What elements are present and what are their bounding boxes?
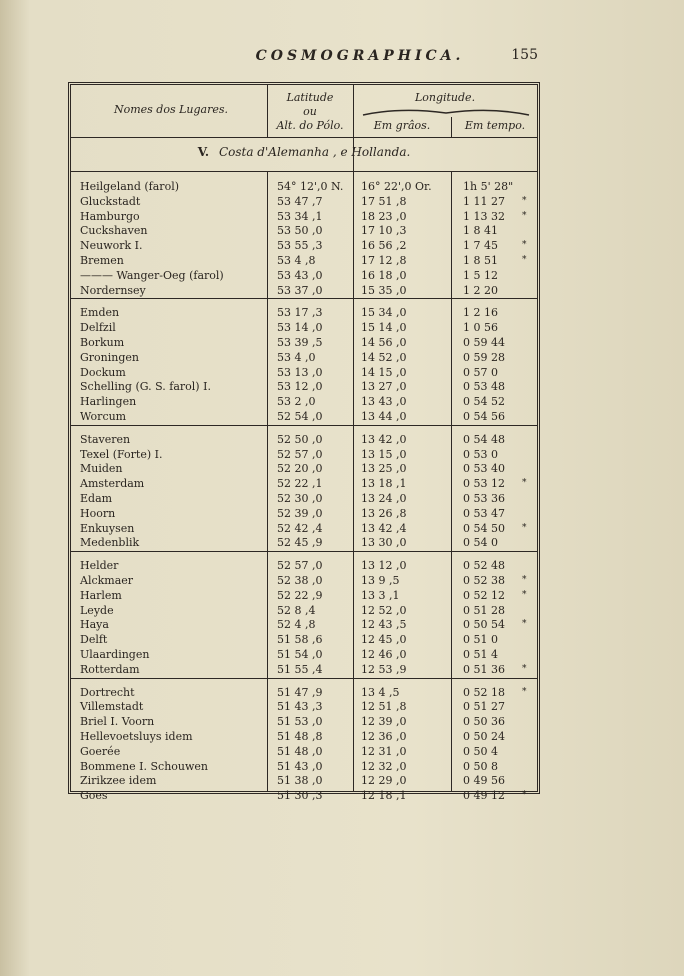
latitude-cell: 52 30 ,0 bbox=[277, 492, 323, 505]
table-row bbox=[71, 477, 537, 490]
place-name: Haya bbox=[80, 618, 109, 632]
table-row bbox=[71, 492, 537, 505]
table-row bbox=[71, 715, 537, 728]
latitude-cell: 52 20 ,0 bbox=[277, 462, 323, 476]
longitude-cell: 14 52 ,0 bbox=[361, 350, 407, 364]
col-time-header: Em tempo. bbox=[464, 119, 526, 132]
time-cell: 0 53 48 bbox=[463, 380, 505, 394]
latitude-cell: 52 22 ,1 bbox=[277, 477, 323, 491]
place-name: Hellevoetsluys idem bbox=[80, 730, 193, 743]
longitude-cell: 15 14 ,0 bbox=[361, 321, 407, 335]
latitude-cell: 51 55 ,4 bbox=[277, 662, 323, 676]
group-rule bbox=[71, 678, 537, 679]
table-row bbox=[71, 536, 537, 549]
latitude-cell: 53 37 ,0 bbox=[277, 283, 323, 297]
col-names-header: Nomes dos Lugares. bbox=[113, 103, 229, 116]
star-mark: * bbox=[522, 195, 527, 206]
time-cell: 1 2 20 bbox=[463, 283, 498, 297]
latitude-cell: 51 54 ,0 bbox=[277, 648, 323, 661]
table-row bbox=[71, 180, 537, 193]
longitude-cell: 12 31 ,0 bbox=[361, 744, 407, 758]
time-cell: 1 5 12 bbox=[463, 268, 498, 282]
place-name: Bommene I. Schouwen bbox=[80, 759, 209, 773]
page-number: 155 bbox=[511, 47, 538, 63]
time-cell: 1 7 45 bbox=[463, 239, 498, 253]
place-name: ——— Wanger-Oeg (farol) bbox=[80, 268, 224, 282]
table-row bbox=[71, 507, 537, 520]
latitude-cell: 51 48 ,0 bbox=[277, 744, 323, 758]
table-row bbox=[71, 336, 537, 349]
latitude-cell: 52 54 ,0 bbox=[277, 410, 323, 423]
latitude-cell: 51 58 ,6 bbox=[277, 633, 323, 647]
latitude-cell: 53 55 ,3 bbox=[277, 239, 323, 253]
latitude-cell: 51 38 ,0 bbox=[277, 774, 323, 788]
latitude-cell: 52 38 ,0 bbox=[277, 574, 323, 587]
latitude-cell: 53 34 ,1 bbox=[277, 209, 323, 223]
longitude-cell: 12 52 ,0 bbox=[361, 603, 407, 617]
longitude-cell: 12 43 ,5 bbox=[361, 618, 407, 632]
time-cell: 0 53 12 bbox=[463, 477, 505, 491]
time-cell: 1 2 16 bbox=[463, 306, 498, 320]
running-header: COSMOGRAPHICA. bbox=[255, 48, 465, 64]
place-name: Dockum bbox=[80, 365, 126, 379]
time-cell: 0 51 28 bbox=[463, 603, 505, 617]
table-row bbox=[71, 306, 537, 319]
longitude-cell: 12 46 ,0 bbox=[361, 648, 407, 661]
place-name: Gluckstadt bbox=[80, 194, 141, 208]
latitude-cell: 52 39 ,0 bbox=[277, 506, 323, 520]
time-cell: 0 50 4 bbox=[463, 744, 498, 758]
star-mark: * bbox=[522, 575, 527, 585]
time-cell: 0 50 8 bbox=[463, 759, 498, 773]
table-row bbox=[71, 410, 537, 423]
time-cell: 0 57 0 bbox=[463, 365, 498, 379]
table-row bbox=[71, 559, 537, 572]
time-cell: 1 8 41 bbox=[463, 224, 498, 238]
longitude-cell: 15 34 ,0 bbox=[361, 306, 407, 320]
place-name: Harlingen bbox=[80, 395, 137, 409]
place-name: Medenblik bbox=[80, 536, 140, 550]
time-cell: 0 50 24 bbox=[463, 730, 505, 743]
star-mark: * bbox=[522, 522, 527, 533]
time-cell: 0 52 18 bbox=[463, 685, 505, 699]
time-cell: 0 53 47 bbox=[463, 506, 505, 520]
latitude-cell: 53 4 ,8 bbox=[277, 254, 316, 267]
place-name: Heilgeland (farol) bbox=[80, 180, 179, 193]
place-name: Helder bbox=[80, 559, 119, 573]
latitude-cell: 52 4 ,8 bbox=[277, 618, 316, 632]
time-cell: 0 50 54 bbox=[463, 618, 505, 632]
latitude-cell: 53 13 ,0 bbox=[277, 365, 323, 379]
longitude-cell: 12 29 ,0 bbox=[361, 774, 407, 788]
coordinates-table bbox=[68, 82, 540, 803]
time-cell: 0 52 38 bbox=[463, 574, 505, 587]
star-mark: * bbox=[522, 255, 527, 265]
table-row bbox=[71, 366, 537, 379]
group-rule bbox=[71, 551, 537, 552]
latitude-cell: 54° 12',0 N. bbox=[277, 180, 344, 193]
longitude-cell: 13 42 ,4 bbox=[361, 521, 407, 535]
time-cell: 0 49 56 bbox=[463, 774, 505, 788]
time-cell: 1 11 27 bbox=[463, 194, 505, 208]
table-row bbox=[71, 224, 537, 237]
place-name: Amsterdam bbox=[80, 477, 145, 491]
longitude-cell: 13 18 ,1 bbox=[361, 477, 407, 491]
latitude-cell: 53 17 ,3 bbox=[277, 306, 323, 320]
latitude-cell: 52 50 ,0 bbox=[277, 432, 323, 446]
table-row bbox=[71, 321, 537, 334]
place-name: Staveren bbox=[80, 432, 131, 446]
time-cell: 0 54 48 bbox=[463, 432, 505, 446]
table-row bbox=[71, 700, 537, 713]
latitude-cell: 52 42 ,4 bbox=[277, 521, 323, 535]
time-cell: 0 50 36 bbox=[463, 715, 505, 729]
place-name: Muiden bbox=[80, 462, 123, 476]
latitude-cell: 52 8 ,4 bbox=[277, 603, 316, 617]
table-row bbox=[71, 618, 537, 631]
longitude-cell: 13 15 ,0 bbox=[361, 447, 407, 461]
time-cell: 0 51 36 bbox=[463, 662, 505, 676]
latitude-cell: 52 57 ,0 bbox=[277, 559, 323, 573]
table-row bbox=[71, 604, 537, 617]
time-cell: 1 0 56 bbox=[463, 321, 498, 335]
time-cell: 0 52 12 bbox=[463, 588, 505, 602]
time-cell: 0 54 0 bbox=[463, 536, 498, 550]
place-name: Rotterdam bbox=[80, 662, 140, 676]
col-latitude-line2: ou bbox=[303, 105, 317, 118]
col-longitude-header: Longitude. bbox=[414, 91, 476, 104]
table-row bbox=[71, 269, 537, 282]
star-mark: * bbox=[522, 478, 527, 489]
latitude-cell: 53 47 ,7 bbox=[277, 194, 323, 208]
time-cell: 0 53 40 bbox=[463, 462, 505, 476]
longitude-cell: 12 51 ,8 bbox=[361, 700, 407, 714]
table-row bbox=[71, 284, 537, 297]
table-row bbox=[71, 448, 537, 461]
table-row bbox=[71, 351, 537, 364]
header-divider-1 bbox=[267, 85, 268, 137]
longitude-cell: 12 32 ,0 bbox=[361, 759, 407, 773]
col-latitude-line1: Latitude bbox=[286, 91, 334, 104]
latitude-cell: 53 50 ,0 bbox=[277, 224, 323, 238]
table-row bbox=[71, 789, 537, 802]
latitude-cell: 51 48 ,8 bbox=[277, 730, 323, 743]
latitude-cell: 53 4 ,0 bbox=[277, 350, 316, 364]
place-name: Borkum bbox=[80, 336, 125, 349]
star-mark: * bbox=[522, 210, 527, 221]
header-divider-3 bbox=[451, 117, 452, 137]
time-cell: 1 8 51 bbox=[463, 254, 498, 267]
longitude-cell: 12 45 ,0 bbox=[361, 633, 407, 647]
brace-icon bbox=[361, 105, 531, 117]
table-row bbox=[71, 730, 537, 743]
place-name: Ulaardingen bbox=[80, 648, 150, 661]
place-name: Cuckshaven bbox=[80, 224, 148, 238]
star-mark: * bbox=[522, 619, 527, 630]
latitude-cell: 53 43 ,0 bbox=[277, 268, 323, 282]
place-name: Briel I. Voorn bbox=[80, 715, 155, 729]
longitude-cell: 13 3 ,1 bbox=[361, 588, 400, 602]
col-degrees-header: Em grâos. bbox=[373, 119, 431, 132]
section-name: Costa d'Alemanha , e Hollanda. bbox=[218, 145, 411, 159]
time-cell: 0 51 27 bbox=[463, 700, 505, 714]
table-row bbox=[71, 774, 537, 787]
place-name: Alckmaer bbox=[80, 574, 134, 587]
longitude-cell: 15 35 ,0 bbox=[361, 283, 407, 297]
latitude-cell: 52 57 ,0 bbox=[277, 447, 323, 461]
time-cell: 0 54 56 bbox=[463, 410, 505, 423]
longitude-cell: 13 44 ,0 bbox=[361, 410, 407, 423]
place-name: Delfzil bbox=[80, 321, 116, 335]
longitude-cell: 18 23 ,0 bbox=[361, 209, 407, 223]
time-cell: 0 51 0 bbox=[463, 633, 498, 647]
longitude-cell: 13 4 ,5 bbox=[361, 685, 400, 699]
place-name: Worcum bbox=[80, 410, 127, 423]
time-cell: 0 59 44 bbox=[463, 336, 505, 349]
time-cell: 0 59 28 bbox=[463, 350, 505, 364]
place-name: Nordernsey bbox=[80, 283, 146, 297]
longitude-cell: 14 15 ,0 bbox=[361, 365, 407, 379]
table-row bbox=[71, 210, 537, 223]
latitude-cell: 51 53 ,0 bbox=[277, 715, 323, 729]
table-row bbox=[71, 462, 537, 475]
place-name: Edam bbox=[80, 492, 113, 505]
place-name: Bremen bbox=[80, 254, 124, 267]
longitude-cell: 17 12 ,8 bbox=[361, 254, 407, 267]
latitude-cell: 51 30 ,3 bbox=[277, 789, 323, 803]
latitude-cell: 51 43 ,0 bbox=[277, 759, 323, 773]
latitude-cell: 53 2 ,0 bbox=[277, 395, 316, 409]
longitude-cell: 12 39 ,0 bbox=[361, 715, 407, 729]
place-name: Villemstadt bbox=[80, 700, 144, 714]
place-name: Groningen bbox=[80, 350, 139, 364]
time-cell: 1 13 32 bbox=[463, 209, 505, 223]
time-cell: 0 54 50 bbox=[463, 521, 505, 535]
section-rule bbox=[71, 171, 537, 172]
star-mark: * bbox=[522, 790, 527, 801]
table-row bbox=[71, 380, 537, 393]
place-name: Delft bbox=[80, 633, 108, 647]
latitude-cell: 51 47 ,9 bbox=[277, 685, 323, 699]
longitude-cell: 13 26 ,8 bbox=[361, 506, 407, 520]
place-name: Zirikzee idem bbox=[80, 774, 157, 788]
longitude-cell: 14 56 ,0 bbox=[361, 336, 407, 349]
longitude-cell: 13 43 ,0 bbox=[361, 395, 407, 409]
longitude-cell: 13 42 ,0 bbox=[361, 432, 407, 446]
time-cell: 0 53 0 bbox=[463, 447, 498, 461]
star-mark: * bbox=[522, 589, 527, 600]
table-row bbox=[71, 663, 537, 676]
group-rule bbox=[71, 298, 537, 299]
latitude-cell: 53 12 ,0 bbox=[277, 380, 323, 394]
longitude-cell: 13 24 ,0 bbox=[361, 492, 407, 505]
table-header bbox=[71, 85, 537, 138]
longitude-cell: 17 51 ,8 bbox=[361, 194, 407, 208]
place-name: Texel (Forte) I. bbox=[80, 447, 163, 461]
table-row bbox=[71, 254, 537, 267]
place-name: Schelling (G. S. farol) I. bbox=[80, 380, 211, 394]
place-name: Hamburgo bbox=[80, 209, 140, 223]
longitude-cell: 12 18 ,1 bbox=[361, 789, 407, 803]
longitude-cell: 17 10 ,3 bbox=[361, 224, 407, 238]
place-name: Goerée bbox=[80, 744, 121, 758]
latitude-cell: 53 39 ,5 bbox=[277, 336, 323, 349]
table-row bbox=[71, 433, 537, 446]
longitude-cell: 16° 22',0 Or. bbox=[361, 180, 432, 193]
table-row bbox=[71, 239, 537, 252]
place-name: Goes bbox=[80, 789, 108, 803]
longitude-cell: 16 56 ,2 bbox=[361, 239, 407, 253]
longitude-cell: 13 30 ,0 bbox=[361, 536, 407, 550]
latitude-cell: 53 14 ,0 bbox=[277, 321, 323, 335]
latitude-cell: 51 43 ,3 bbox=[277, 700, 323, 714]
place-name: Enkuysen bbox=[80, 521, 135, 535]
time-cell: 0 52 48 bbox=[463, 559, 505, 573]
longitude-cell: 13 27 ,0 bbox=[361, 380, 407, 394]
time-cell: 0 53 36 bbox=[463, 492, 505, 505]
table-row bbox=[71, 633, 537, 646]
table-row bbox=[71, 686, 537, 699]
table-row bbox=[71, 648, 537, 661]
col-latitude-line3: Alt. do Pólo. bbox=[276, 119, 344, 132]
time-cell: 0 51 4 bbox=[463, 648, 498, 661]
star-mark: * bbox=[522, 686, 527, 697]
longitude-cell: 13 9 ,5 bbox=[361, 574, 400, 587]
star-mark: * bbox=[522, 240, 527, 251]
place-name: Hoorn bbox=[80, 506, 116, 520]
time-cell: 0 54 52 bbox=[463, 395, 505, 409]
place-name: Harlem bbox=[80, 588, 122, 602]
time-cell: 0 49 12 bbox=[463, 789, 505, 803]
table-row bbox=[71, 574, 537, 587]
section-number: V. bbox=[197, 145, 210, 159]
latitude-cell: 52 45 ,9 bbox=[277, 536, 323, 550]
star-mark: * bbox=[522, 663, 527, 674]
place-name: Neuwork I. bbox=[80, 239, 143, 253]
place-name: Emden bbox=[80, 306, 120, 320]
place-name: Leyde bbox=[80, 603, 114, 617]
longitude-cell: 13 25 ,0 bbox=[361, 462, 407, 476]
table-row bbox=[71, 760, 537, 773]
time-cell: 1h 5' 28" bbox=[463, 180, 514, 193]
group-rule bbox=[71, 425, 537, 426]
table-row bbox=[71, 589, 537, 602]
table-row bbox=[71, 745, 537, 758]
table-row bbox=[71, 395, 537, 408]
table-row bbox=[71, 195, 537, 208]
longitude-cell: 12 36 ,0 bbox=[361, 730, 407, 743]
longitude-cell: 12 53 ,9 bbox=[361, 662, 407, 676]
table-row bbox=[71, 522, 537, 535]
place-name: Dortrecht bbox=[80, 685, 135, 699]
latitude-cell: 52 22 ,9 bbox=[277, 588, 323, 602]
longitude-cell: 13 12 ,0 bbox=[361, 559, 407, 573]
longitude-cell: 16 18 ,0 bbox=[361, 268, 407, 282]
section-title bbox=[71, 145, 537, 159]
